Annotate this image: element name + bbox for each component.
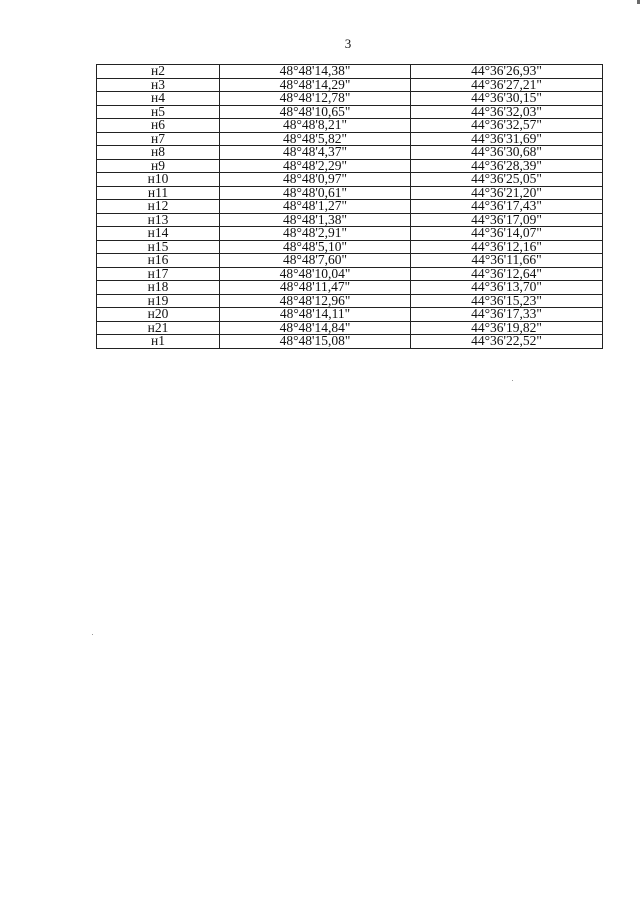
table-row xyxy=(97,294,603,308)
latitude-cell: 48°48'10,65" xyxy=(220,105,411,119)
table-row xyxy=(97,321,603,335)
coordinates-table-body xyxy=(97,65,603,349)
longitude-cell: 44°36'21,20" xyxy=(411,186,603,200)
table-row xyxy=(97,105,603,119)
latitude-cell: 48°48'12,78" xyxy=(220,92,411,106)
table-row xyxy=(97,281,603,295)
table-row xyxy=(97,92,603,106)
point-cell: н10 xyxy=(97,173,220,187)
point-cell: н18 xyxy=(97,281,220,295)
latitude-cell: 48°48'8,21" xyxy=(220,119,411,133)
point-cell: н5 xyxy=(97,105,220,119)
latitude-cell: 48°48'15,08" xyxy=(220,335,411,349)
point-cell: н3 xyxy=(97,78,220,92)
longitude-cell: 44°36'30,15" xyxy=(411,92,603,106)
point-cell: н15 xyxy=(97,240,220,254)
longitude-cell: 44°36'32,57" xyxy=(411,119,603,133)
longitude-cell: 44°36'17,33" xyxy=(411,308,603,322)
table-row xyxy=(97,240,603,254)
point-cell: н6 xyxy=(97,119,220,133)
longitude-cell: 44°36'22,52" xyxy=(411,335,603,349)
page-number: 3 xyxy=(344,36,352,51)
latitude-cell: 48°48'14,38" xyxy=(220,65,411,79)
latitude-cell: 48°48'10,04" xyxy=(220,267,411,281)
scan-speck xyxy=(512,380,513,381)
latitude-cell: 48°48'5,10" xyxy=(220,240,411,254)
longitude-cell: 44°36'12,16" xyxy=(411,240,603,254)
point-cell: н4 xyxy=(97,92,220,106)
table-row xyxy=(97,78,603,92)
latitude-cell: 48°48'12,96" xyxy=(220,294,411,308)
latitude-cell: 48°48'0,97" xyxy=(220,173,411,187)
table-row xyxy=(97,254,603,268)
longitude-cell: 44°36'19,82" xyxy=(411,321,603,335)
point-cell: н17 xyxy=(97,267,220,281)
point-cell: н14 xyxy=(97,227,220,241)
point-cell: н20 xyxy=(97,308,220,322)
point-cell: н9 xyxy=(97,159,220,173)
table-row xyxy=(97,132,603,146)
latitude-cell: 48°48'7,60" xyxy=(220,254,411,268)
longitude-cell: 44°36'27,21" xyxy=(411,78,603,92)
latitude-cell: 48°48'2,91" xyxy=(220,227,411,241)
table-row xyxy=(97,267,603,281)
table-row xyxy=(97,159,603,173)
latitude-cell: 48°48'14,84" xyxy=(220,321,411,335)
table-row xyxy=(97,65,603,79)
latitude-cell: 48°48'0,61" xyxy=(220,186,411,200)
latitude-cell: 48°48'1,38" xyxy=(220,213,411,227)
table-row xyxy=(97,308,603,322)
longitude-cell: 44°36'15,23" xyxy=(411,294,603,308)
latitude-cell: 48°48'4,37" xyxy=(220,146,411,160)
point-cell: н2 xyxy=(97,65,220,79)
coordinates-table xyxy=(96,64,603,349)
table-row xyxy=(97,227,603,241)
table-row xyxy=(97,186,603,200)
longitude-cell: 44°36'12,64" xyxy=(411,267,603,281)
longitude-cell: 44°36'11,66" xyxy=(411,254,603,268)
point-cell: н19 xyxy=(97,294,220,308)
latitude-cell: 48°48'5,82" xyxy=(220,132,411,146)
point-cell: н8 xyxy=(97,146,220,160)
latitude-cell: 48°48'14,11" xyxy=(220,308,411,322)
longitude-cell: 44°36'17,43" xyxy=(411,200,603,214)
latitude-cell: 48°48'14,29" xyxy=(220,78,411,92)
table-row xyxy=(97,146,603,160)
point-cell: н7 xyxy=(97,132,220,146)
latitude-cell: 48°48'2,29" xyxy=(220,159,411,173)
longitude-cell: 44°36'17,09" xyxy=(411,213,603,227)
latitude-cell: 48°48'1,27" xyxy=(220,200,411,214)
longitude-cell: 44°36'30,68" xyxy=(411,146,603,160)
table-row xyxy=(97,173,603,187)
scan-speck xyxy=(92,634,93,635)
table-row xyxy=(97,200,603,214)
table-row xyxy=(97,213,603,227)
longitude-cell: 44°36'31,69" xyxy=(411,132,603,146)
table-row xyxy=(97,335,603,349)
point-cell: н12 xyxy=(97,200,220,214)
longitude-cell: 44°36'28,39" xyxy=(411,159,603,173)
longitude-cell: 44°36'25,05" xyxy=(411,173,603,187)
point-cell: н21 xyxy=(97,321,220,335)
point-cell: н1 xyxy=(97,335,220,349)
longitude-cell: 44°36'32,03" xyxy=(411,105,603,119)
longitude-cell: 44°36'26,93" xyxy=(411,65,603,79)
table-row xyxy=(97,119,603,133)
latitude-cell: 48°48'11,47" xyxy=(220,281,411,295)
longitude-cell: 44°36'13,70" xyxy=(411,281,603,295)
point-cell: н13 xyxy=(97,213,220,227)
point-cell: н16 xyxy=(97,254,220,268)
point-cell: н11 xyxy=(97,186,220,200)
longitude-cell: 44°36'14,07" xyxy=(411,227,603,241)
